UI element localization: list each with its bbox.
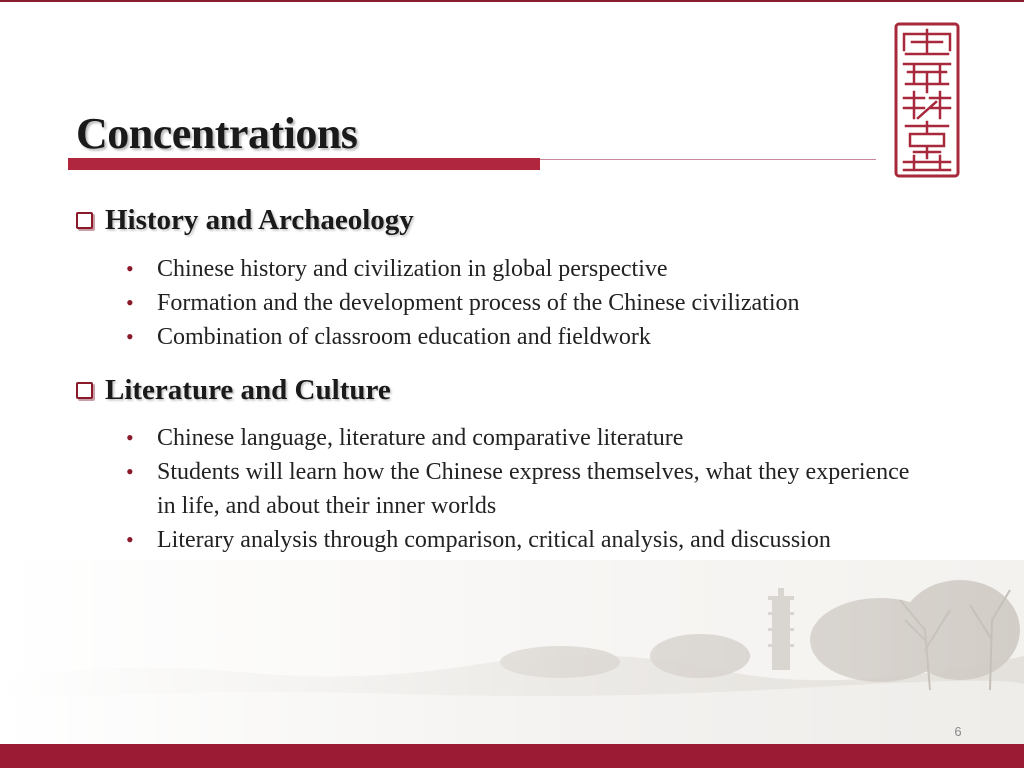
bullet-icon: • — [126, 425, 134, 450]
list-item-text: Literary analysis through comparison, critical analysis, and discussion — [157, 527, 831, 553]
list-item-text: Combination of classroom education and fieldwork — [157, 324, 651, 350]
list-item — [126, 320, 946, 354]
list-item — [126, 286, 946, 320]
section-heading-literature — [76, 374, 391, 407]
seal-logo — [894, 22, 960, 178]
section-heading-history — [76, 204, 414, 237]
bullet-list-history — [126, 252, 946, 354]
title-underline-thin — [540, 159, 876, 160]
list-item-text: Students will learn how the Chinese express themselves, what they experience in life, and about their inner worlds — [157, 459, 910, 519]
list-item-text: Chinese language, literature and comparative literature — [157, 425, 684, 451]
slide-title: Concentrations — [76, 109, 358, 158]
list-item-text: Chinese history and civilization in global perspective — [157, 256, 668, 282]
bullet-list-literature — [126, 421, 926, 557]
checkbox-icon — [76, 212, 93, 229]
top-border-line — [0, 0, 1024, 2]
bullet-icon: • — [126, 459, 134, 484]
bullet-icon: • — [126, 290, 134, 315]
list-item-text: Formation and the development process of the Chinese civilization — [157, 290, 800, 316]
bullet-icon: • — [126, 324, 134, 349]
list-item — [126, 523, 926, 557]
page-number: 6 — [954, 724, 962, 739]
bottom-accent-bar — [0, 744, 1024, 768]
list-item — [126, 252, 946, 286]
list-item — [126, 421, 926, 455]
campus-landscape-watermark — [0, 560, 1024, 744]
bullet-icon: • — [126, 256, 134, 281]
section-heading-label: History and Archaeology — [105, 204, 414, 236]
title-underline-thick — [68, 158, 540, 170]
bullet-icon: • — [126, 527, 134, 552]
section-heading-label: Literature and Culture — [105, 374, 391, 406]
checkbox-icon — [76, 382, 93, 399]
list-item — [126, 455, 926, 523]
